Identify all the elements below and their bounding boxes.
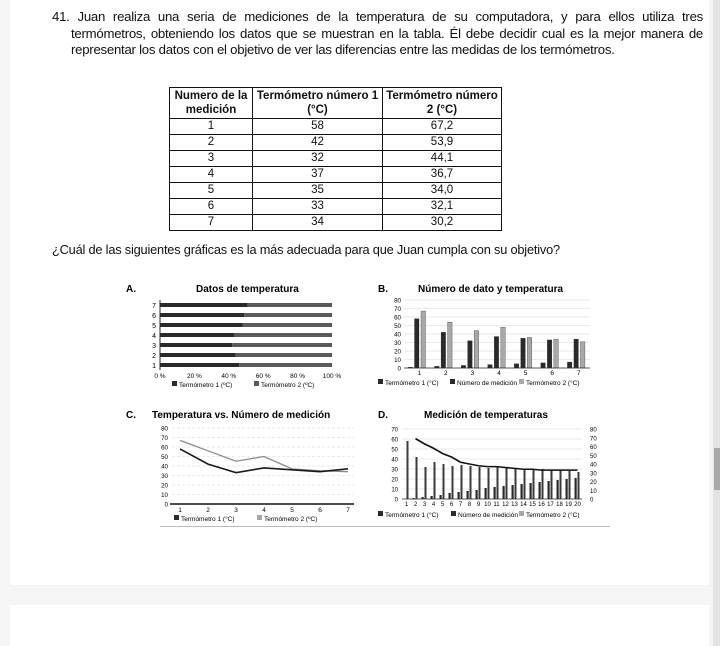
table-cell: 30,2 [383, 215, 502, 231]
svg-text:20: 20 [161, 482, 168, 490]
table-cell: 33 [253, 199, 383, 215]
table-cell: 34,0 [383, 183, 502, 199]
svg-text:17: 17 [547, 502, 554, 508]
svg-text:20: 20 [590, 480, 597, 486]
svg-text:3: 3 [422, 502, 427, 508]
svg-text:1: 1 [152, 363, 156, 370]
table-cell: 36,7 [383, 167, 502, 183]
svg-text:2: 2 [206, 507, 210, 514]
svg-text:7: 7 [576, 370, 581, 377]
svg-text:6: 6 [318, 507, 322, 514]
svg-text:70: 70 [590, 436, 597, 443]
svg-text:40: 40 [391, 457, 398, 464]
svg-text:70: 70 [161, 435, 168, 442]
legend-label: Número de medición [457, 380, 517, 387]
svg-text:10: 10 [394, 357, 401, 364]
table-cell: 3 [170, 151, 253, 167]
question-text [52, 9, 703, 59]
svg-text:20 %: 20 % [186, 373, 202, 380]
chart-title: Número de dato y temperatura [418, 284, 564, 295]
table-cell: 42 [253, 135, 383, 151]
svg-text:6: 6 [449, 502, 454, 508]
svg-text:2: 2 [413, 502, 418, 508]
svg-text:10: 10 [590, 488, 597, 495]
svg-text:4: 4 [152, 333, 156, 340]
option-letter: D. [378, 410, 388, 421]
svg-text:80: 80 [394, 297, 401, 305]
table-cell: 6 [170, 199, 253, 215]
table-cell: 2 [170, 135, 253, 151]
svg-text:30: 30 [161, 473, 168, 480]
option-b[interactable] [364, 278, 614, 404]
table-row [170, 119, 502, 135]
svg-text:60: 60 [394, 314, 401, 322]
svg-text:10: 10 [484, 502, 491, 508]
svg-text:13: 13 [511, 502, 518, 508]
table-cell: 34 [253, 215, 383, 231]
table-cell: 5 [170, 183, 253, 199]
option-letter: A. [126, 284, 136, 295]
question-number: 41. [52, 9, 70, 24]
svg-text:60: 60 [391, 437, 398, 444]
option-a[interactable] [112, 278, 362, 404]
svg-text:50: 50 [394, 323, 401, 330]
svg-text:60: 60 [590, 445, 597, 451]
svg-text:11: 11 [493, 502, 500, 508]
table-row [170, 199, 502, 215]
svg-text:40 %: 40 % [221, 373, 237, 380]
option-letter: B. [378, 284, 388, 295]
table-cell: 44,1 [383, 151, 502, 167]
svg-text:50: 50 [590, 453, 597, 460]
svg-text:80: 80 [590, 427, 597, 434]
svg-text:0: 0 [397, 365, 401, 373]
svg-text:2: 2 [152, 353, 156, 360]
svg-text:5: 5 [440, 502, 445, 508]
svg-text:60 %: 60 % [255, 373, 271, 380]
svg-text:20: 20 [394, 348, 401, 356]
svg-text:20: 20 [574, 502, 581, 508]
table-cell: 53,9 [383, 135, 502, 151]
svg-text:40: 40 [161, 463, 168, 471]
table-row [170, 151, 502, 167]
table-header: Numero de la medición [170, 88, 253, 119]
table-cell: 7 [170, 215, 253, 231]
svg-text:7: 7 [152, 303, 156, 310]
svg-text:2: 2 [444, 370, 448, 377]
table-cell: 32 [253, 151, 383, 167]
svg-text:7: 7 [346, 507, 350, 514]
svg-text:100 %: 100 % [322, 373, 342, 380]
table-row [170, 183, 502, 199]
table-cell: 58 [253, 119, 383, 135]
data-table [169, 87, 502, 231]
scrollbar-thumb[interactable] [714, 448, 720, 490]
svg-text:0: 0 [590, 497, 594, 504]
svg-text:20: 20 [391, 477, 398, 484]
scrollbar-track[interactable] [713, 0, 720, 646]
svg-text:50: 50 [161, 454, 168, 461]
svg-text:50: 50 [391, 447, 398, 454]
table-header: Termómetro número 2 (°C) [383, 88, 502, 119]
table-cell: 35 [253, 183, 383, 199]
svg-text:3: 3 [470, 370, 475, 377]
legend-label: Termómetro 1 (°C) [385, 512, 439, 519]
svg-text:4: 4 [497, 370, 501, 377]
legend-label: Termómetro 1 (ºC) [179, 382, 233, 389]
svg-text:9: 9 [476, 502, 481, 508]
svg-text:70: 70 [394, 306, 401, 313]
legend-label: Termómetro 2 (ºC) [264, 516, 318, 523]
svg-text:16: 16 [538, 502, 545, 508]
svg-text:12: 12 [502, 502, 509, 508]
svg-text:30: 30 [590, 471, 597, 478]
svg-text:6: 6 [152, 313, 156, 320]
svg-text:80: 80 [161, 425, 168, 433]
option-c[interactable] [112, 404, 362, 530]
svg-text:60: 60 [161, 444, 168, 452]
svg-text:10: 10 [161, 492, 168, 499]
option-letter: C. [126, 410, 136, 421]
svg-text:4: 4 [262, 507, 266, 514]
table-row [170, 167, 502, 183]
table-header: Termómetro número 1 (°C) [253, 88, 383, 119]
question-prompt: ¿Cuál de las siguientes gráficas es la más adecuada para que Juan cumpla con su objetivo? [52, 242, 560, 257]
table-cell: 37 [253, 167, 383, 183]
svg-text:3: 3 [234, 507, 238, 514]
svg-text:6: 6 [550, 370, 554, 377]
svg-text:4: 4 [431, 502, 436, 508]
svg-text:40: 40 [590, 462, 597, 469]
svg-text:40: 40 [394, 331, 401, 339]
svg-text:5: 5 [152, 323, 156, 330]
option-d[interactable] [364, 404, 614, 530]
svg-text:0 %: 0 % [154, 373, 166, 380]
svg-text:30: 30 [394, 340, 401, 347]
legend-label: Termómetro 1 (°C) [181, 516, 235, 523]
svg-text:15: 15 [529, 502, 536, 508]
chart-title: Datos de temperatura [196, 284, 299, 295]
svg-text:8: 8 [467, 502, 472, 508]
chart-title: Medición de temperaturas [424, 410, 548, 421]
chart-title: Temperatura vs. Número de medición [152, 410, 331, 421]
svg-text:5: 5 [523, 370, 528, 377]
svg-text:19: 19 [565, 502, 572, 508]
svg-text:1: 1 [178, 507, 182, 514]
svg-text:1: 1 [417, 370, 422, 377]
legend-label: Número de medición [458, 512, 518, 519]
svg-text:0: 0 [164, 501, 168, 509]
table-cell: 67,2 [383, 119, 502, 135]
svg-text:80 %: 80 % [290, 373, 306, 380]
table-row [170, 135, 502, 151]
legend-label: Termómetro 2 (°C) [526, 512, 580, 519]
svg-text:3: 3 [152, 343, 156, 350]
legend-label: Termómetro 1 (°C) [385, 380, 439, 387]
question-intro: Juan realiza una seria de mediciones de la temperatura de su computadora, y para ellos utiliza tres termómetros, obteniendo los datos que se muestran en la tabla. Él debe decidir cual es la mejor manera de representar los datos con el objetivo de ver las diferencias entre las medidas de los termómetros. [71, 9, 703, 57]
next-card [10, 605, 709, 646]
svg-text:10: 10 [391, 487, 398, 494]
table-row [170, 215, 502, 231]
table-cell: 32,1 [383, 199, 502, 215]
svg-text:30: 30 [391, 467, 398, 474]
svg-text:1: 1 [404, 502, 409, 508]
table-cell: 4 [170, 167, 253, 183]
table-cell: 1 [170, 119, 253, 135]
svg-text:70: 70 [391, 427, 398, 434]
svg-text:0: 0 [394, 497, 398, 504]
svg-text:18: 18 [556, 502, 563, 508]
svg-text:5: 5 [290, 507, 294, 514]
legend-label: Termómetro 2 (°C) [526, 380, 580, 387]
legend-label: Termómetro 2 (ºC) [261, 382, 315, 389]
svg-text:7: 7 [458, 502, 463, 508]
svg-text:14: 14 [520, 502, 527, 508]
